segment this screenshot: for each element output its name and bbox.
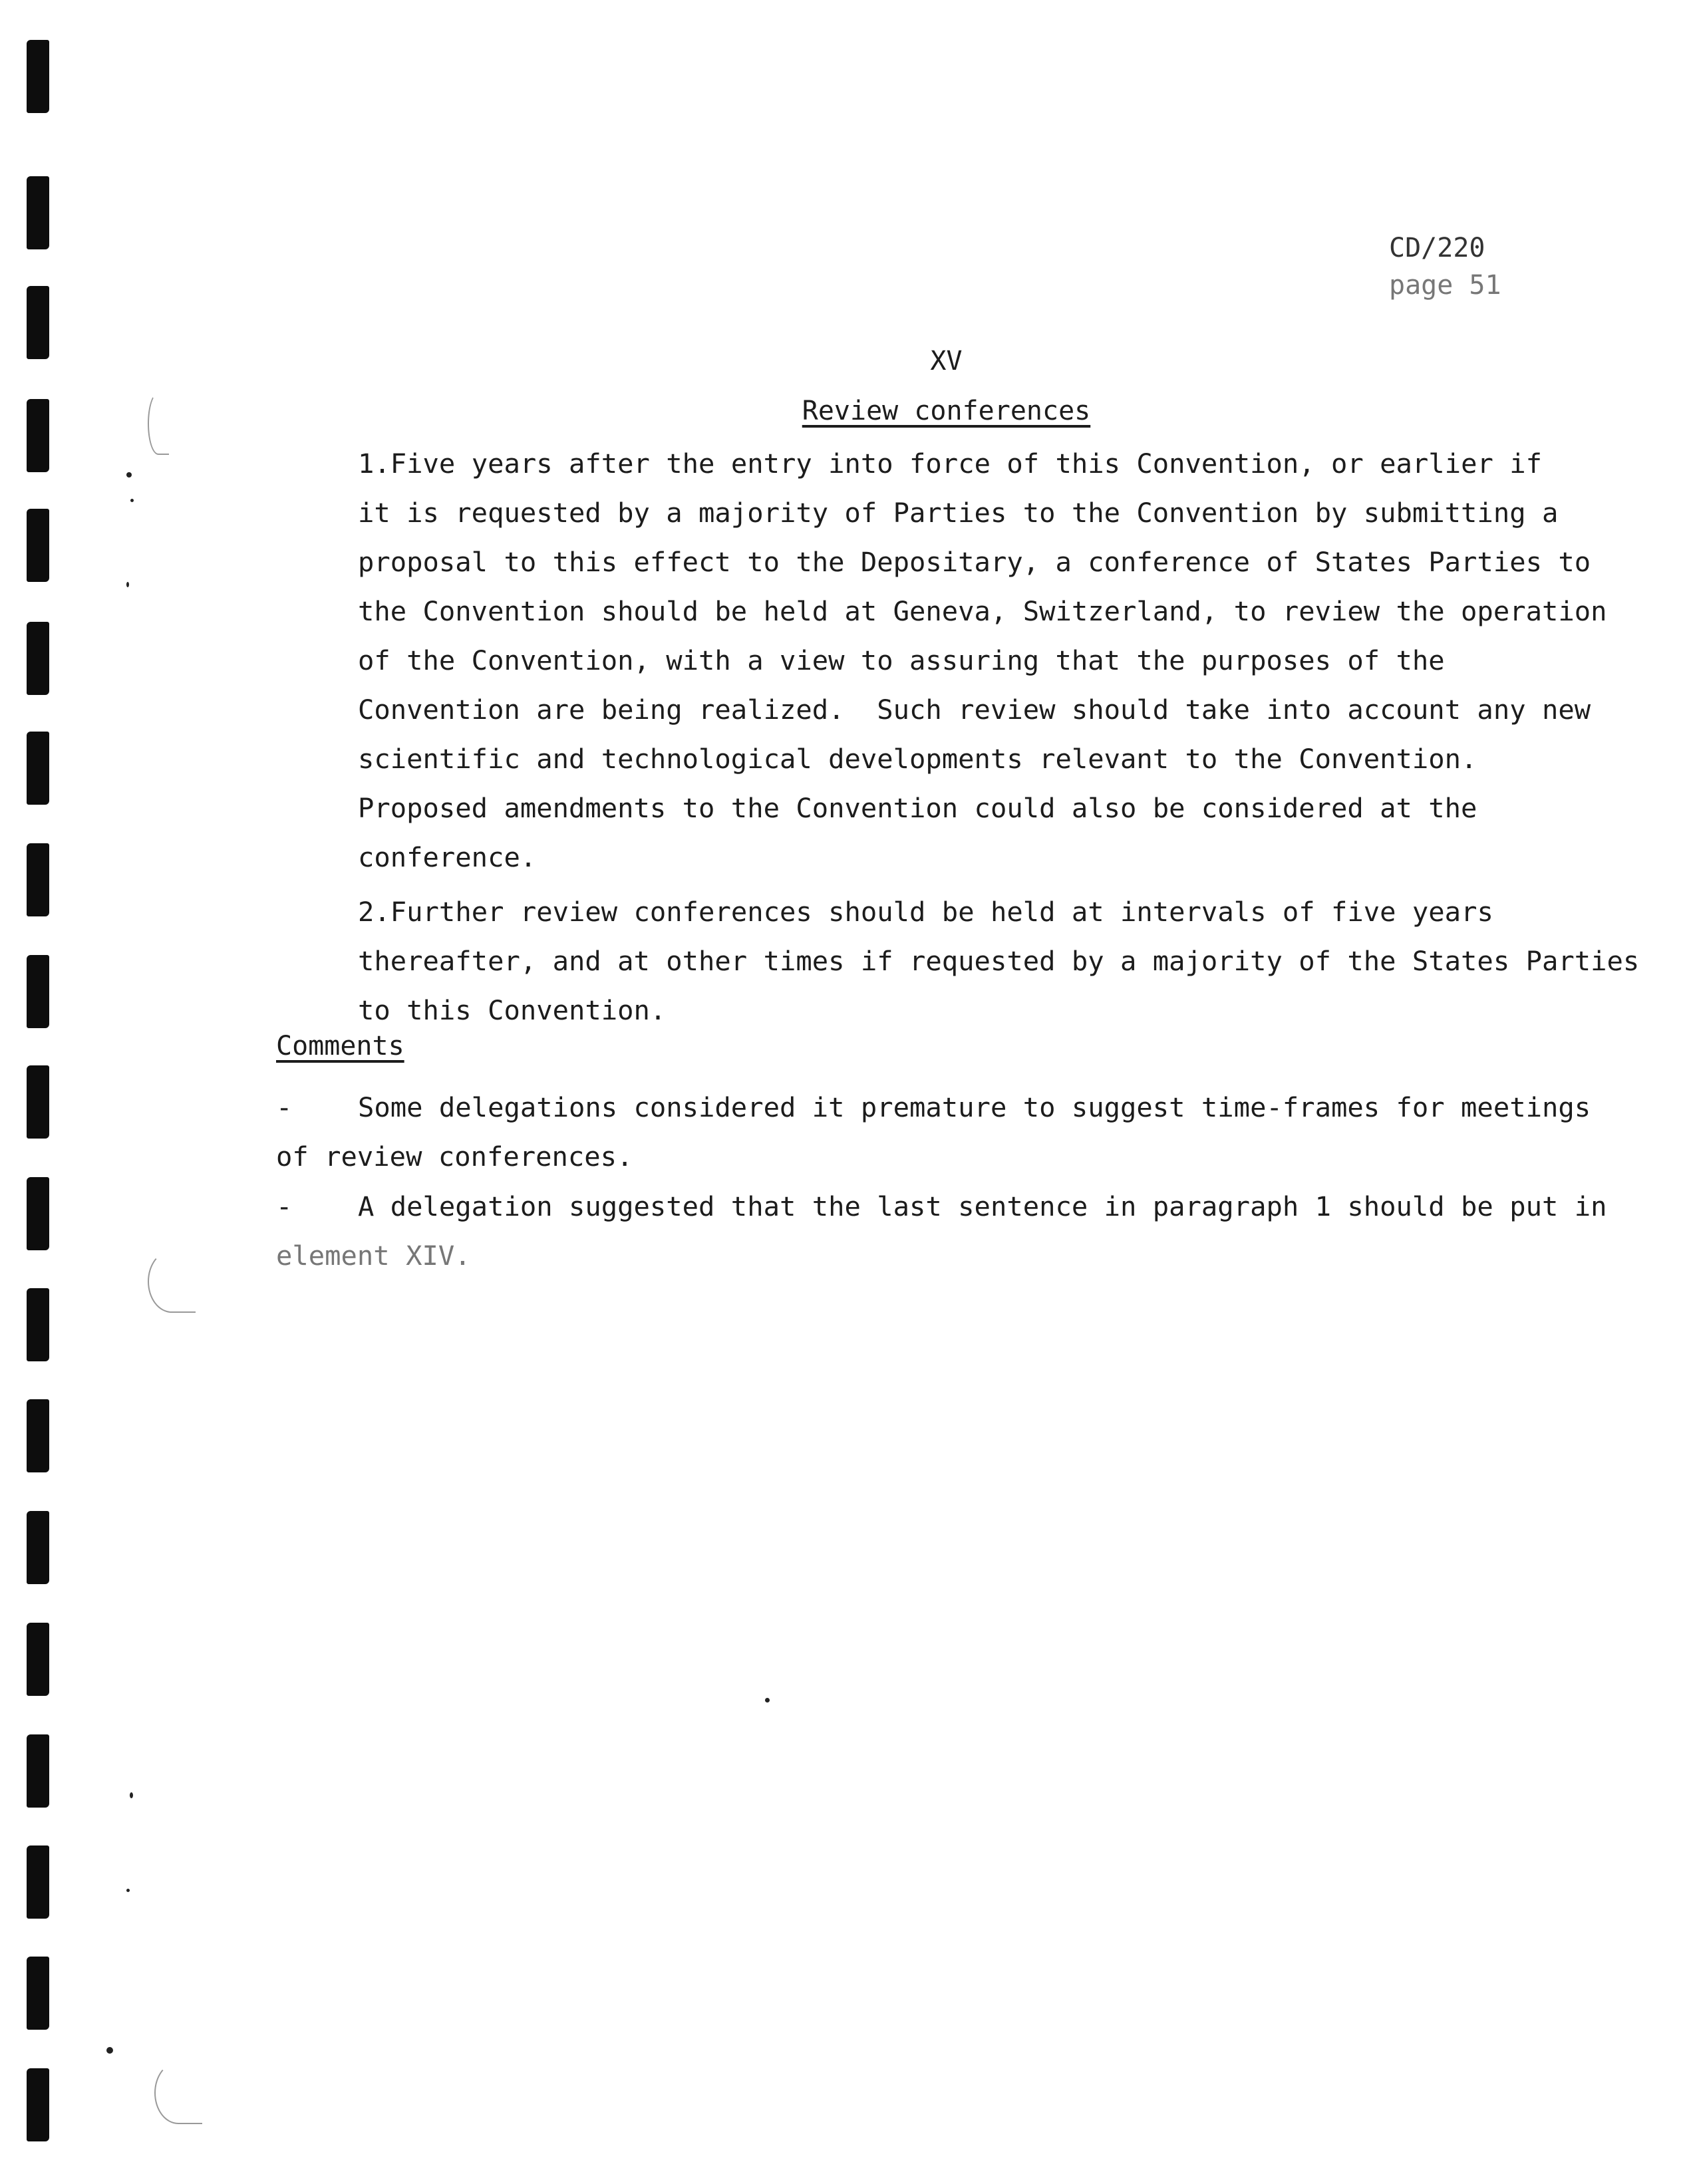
paragraph-line: it is requested by a majority of Parties to the Convention by submitting a <box>358 497 1559 529</box>
binder-mark <box>27 1065 49 1139</box>
reference-code: CD/220 <box>1389 233 1485 263</box>
section-number: XV <box>930 346 963 376</box>
comment-1 <box>276 1083 1646 1181</box>
comment-2 <box>276 1182 1646 1280</box>
paragraph-line: conference. <box>358 841 537 873</box>
scan-artifact <box>148 1250 196 1313</box>
scan-speck <box>126 582 129 587</box>
paragraph-line: 1.Five years after the entry into force of this Convention, or earlier if <box>358 448 1542 479</box>
binder-mark <box>27 1734 49 1808</box>
binder-mark <box>27 843 49 916</box>
section-title: Review conferences <box>802 396 1091 426</box>
comment-line: - A delegation suggested that the last sentence in paragraph 1 should be put in <box>276 1182 1646 1231</box>
paragraph-line: scientific and technological developments relevant to the Convention. <box>358 743 1477 775</box>
paragraph-line: the Convention should be held at Geneva, Switzerland, to review the operation <box>358 595 1607 627</box>
binder-mark <box>27 1177 49 1250</box>
reference-page: page 51 <box>1389 270 1501 301</box>
comments-heading: Comments <box>276 1031 404 1061</box>
comment-line: element XIV. <box>276 1240 471 1272</box>
paragraph-1 <box>358 439 1662 882</box>
scan-speck <box>130 499 134 502</box>
paragraph-number: 1. <box>358 448 390 479</box>
binder-mark <box>27 1957 49 2030</box>
scan-speck <box>765 1698 770 1703</box>
binder-mark <box>27 1845 49 1919</box>
binder-mark <box>27 1399 49 1472</box>
binder-mark <box>27 1623 49 1696</box>
paragraph-line: thereafter, and at other times if requested by a majority of the States Parties <box>358 945 1640 977</box>
binder-mark <box>27 1511 49 1584</box>
paragraph-line: Proposed amendments to the Convention could also be considered at the <box>358 792 1477 824</box>
binder-mark <box>27 176 49 249</box>
scan-speck <box>106 2047 113 2054</box>
paragraph-line: 2.Further review conferences should be held at intervals of five years <box>358 896 1493 928</box>
paragraph-line: of the Convention, with a view to assuring that the purposes of the <box>358 644 1445 676</box>
binder-marks <box>27 0 67 2184</box>
comment-dash: - <box>276 1091 293 1123</box>
paragraph-line: to this Convention. <box>358 994 667 1026</box>
scan-speck <box>130 1792 133 1798</box>
binder-mark <box>27 732 49 805</box>
binder-mark <box>27 955 49 1028</box>
scan-artifact <box>154 2062 202 2124</box>
scan-speck <box>126 472 132 478</box>
paragraph-line: proposal to this effect to the Depositary, a conference of States Parties to <box>358 546 1591 578</box>
binder-mark <box>27 40 49 113</box>
paragraph-line: Convention are being realized. Such review should take into account any new <box>358 694 1591 726</box>
paragraph-number: 2. <box>358 896 390 928</box>
binder-mark <box>27 2068 49 2141</box>
paragraph-2 <box>358 887 1662 1035</box>
binder-mark <box>27 1288 49 1361</box>
comment-line: of review conferences. <box>276 1141 633 1172</box>
comment-line: - Some delegations considered it premature to suggest time-frames for meetings <box>276 1083 1646 1132</box>
binder-mark <box>27 622 49 695</box>
scan-speck <box>126 1889 130 1892</box>
comment-dash: - <box>276 1190 293 1222</box>
binder-mark <box>27 509 49 582</box>
document-reference <box>1389 229 1501 304</box>
